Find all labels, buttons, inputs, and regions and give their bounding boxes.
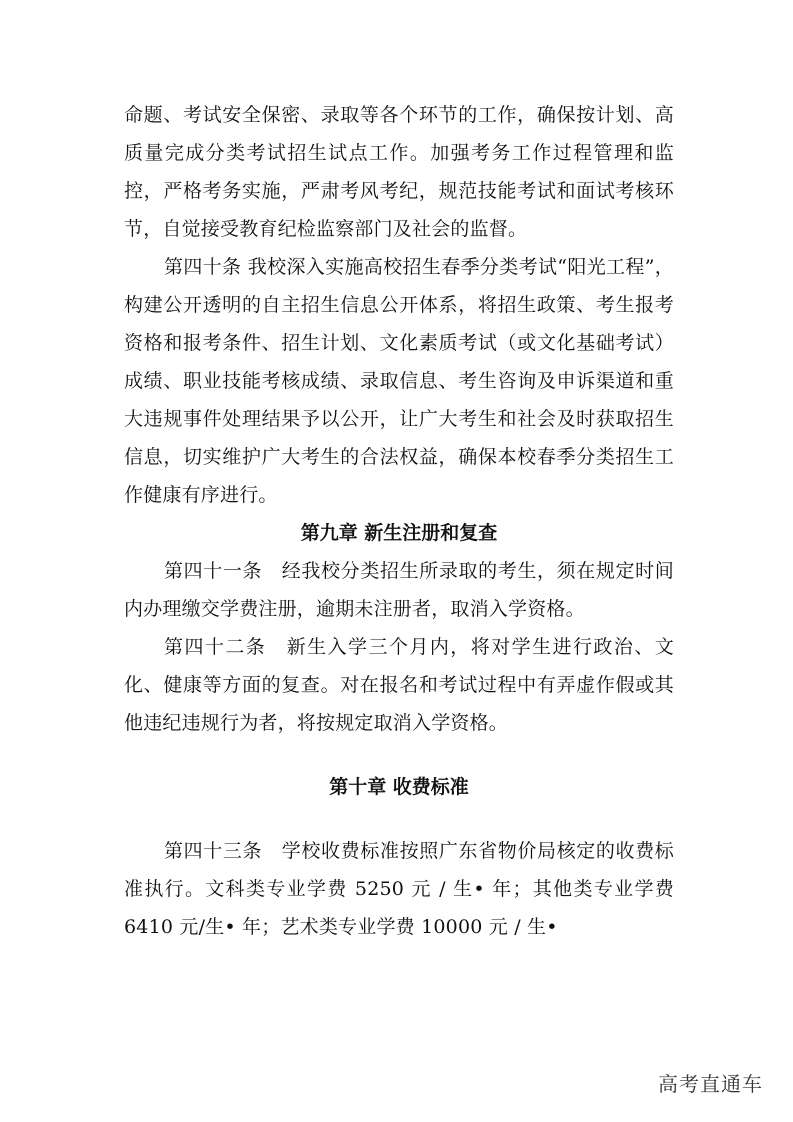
paragraph-article-40: 第四十条 我校深入实施高校招生春季分类考试“阳光工程”，构建公开透明的自主招生信息公开体系，将招生政策、考生报考资格和报考条件、招生计划、文化素质考试（或文化基础考试）成绩、职业技能考核成绩、录取信息、考生咨询及申诉渠道和重大违规事件处理结果予以公开，让广大考生和社会及时获取招生信息，切实维护广大考生的合法权益，确保本校春季分类招生工作健康有序进行。 xyxy=(124,256,674,506)
watermark: 高考直通车 xyxy=(658,1072,763,1096)
chapter-9-heading: 第九章 新生注册和复查 xyxy=(300,522,498,544)
paragraph-article-43: 第四十三条 学校收费标准按照广东省物价局核定的收费标准执行。文科类专业学费 5250 元 / 生• 年；其他类专业学费 6410 元/生• 年；艺术类专业学费 10000 元 / 生• xyxy=(124,840,674,938)
paragraph-continuation: 命题、考试安全保密、录取等各个环节的工作，确保按计划、高质量完成分类考试招生试点工作。加强考务工作过程管理和监控，严格考务实施，严肃考风考纪，规范技能考试和面试考核环节，自觉接受教育纪检监察部门及社会的监督。 xyxy=(124,104,674,240)
document-page xyxy=(124,96,674,946)
paragraph-article-42: 第四十二条 新生入学三个月内，将对学生进行政治、文化、健康等方面的复查。对在报名和考试过程中有弄虚作假或其他违纪违规行为者，将按规定取消入学资格。 xyxy=(124,636,674,734)
paragraph-article-41: 第四十一条 经我校分类招生所录取的考生，须在规定时间内办理缴交学费注册，逾期未注册者，取消入学资格。 xyxy=(124,560,674,620)
chapter-10-heading: 第十章 收费标准 xyxy=(329,776,469,798)
